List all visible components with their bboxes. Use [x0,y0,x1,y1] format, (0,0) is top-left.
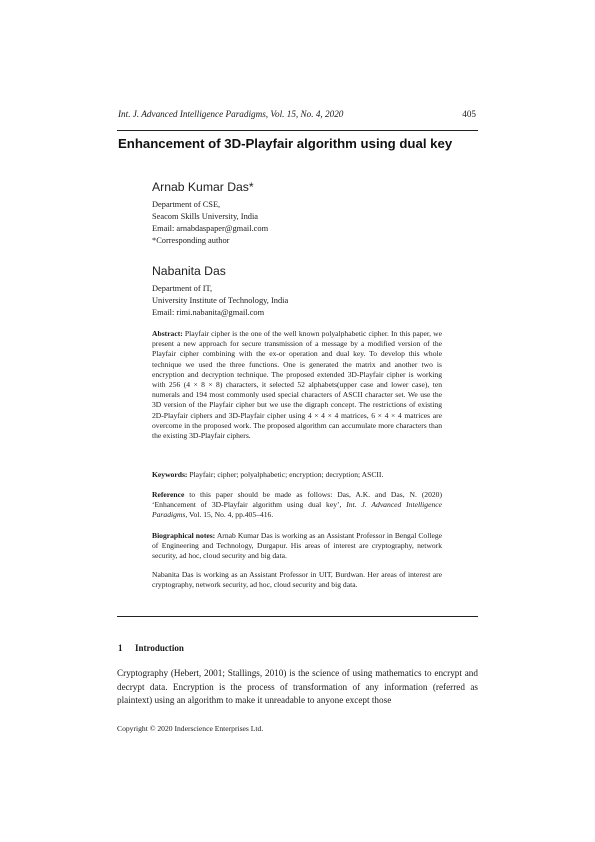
affiliation-line: Department of IT, [152,284,213,293]
author-name: Nabanita Das [152,264,226,278]
bottom-rule [117,616,478,617]
abstract-text: Playfair cipher is the one of the well known polyalphabetic cipher. In this paper, we present a new approach for secure transmission of a message by a modified version of the Playfair cipher combining with the ex-or operation and dual key. To develop this whole technique we used the three functions. One is generated the matrix and another two is encryption and decryption technique. The proposed extended 3D-Playfair cipher is working with 256 (4 × 8 × 8) characters, it selected 52 alphabets(upper case and lower case), ten numerals and 194 most commonly used special characters of ASCII character set. We use the 3D version of the Playfair cipher but we use the digraph concept. The restrictions of existing 2D-Playfair ciphers and 3D-Playfair cipher using 4 × 4 × 4 matrices, 6 × 4 × 4 matrices are overcome in the proposed work. The proposed algorithm can accumulate more characters than the existing 3D-Playfair ciphers. [152,329,442,441]
author-name: Arnab Kumar Das* [152,180,254,194]
affiliation-line: Department of CSE, [152,200,221,209]
reference-label: Reference [152,490,185,499]
bio-text: Nabanita Das is working as an Assistant Professor in UIT, Burdwan. Her areas of interest are cryptography, network security, ad hoc, cloud security and big data. [152,570,442,590]
abstract-label: Abstract: [152,329,183,338]
affiliation-line: *Corresponding author [152,236,230,245]
abstract [152,329,442,441]
section-title: Introduction [135,643,184,653]
reference-text: to this paper should be made as follows: Das, A.K. and Das, N. (2020) ‘Enhancement of 3D-Playfair algorithm using dual key’, [152,490,443,510]
paper-title: Enhancement of 3D-Playfair algorithm using dual key [118,136,453,151]
reference-note [152,490,442,521]
affiliation-line: Seacom Skills University, India [152,212,258,221]
affiliation-line: Email: arnabdaspaper@gmail.com [152,224,269,233]
biographical-notes [152,531,442,562]
affiliation-line: University Institute of Technology, India [152,296,289,305]
page-number: 405 [462,109,476,119]
bio-label: Biographical notes: [152,531,216,540]
section-number: 1 [118,643,123,653]
journal-header: Int. J. Advanced Intelligence Paradigms, Vol. 15, No. 4, 2020 [118,109,344,119]
section-heading [118,643,184,653]
copyright-footer: Copyright © 2020 Inderscience Enterprises Ltd. [117,724,264,733]
top-rule [117,130,478,131]
keywords [152,470,442,480]
biographical-notes-second [152,570,442,590]
affiliation-line: Email: rimi.nabanita@gmail.com [152,308,265,317]
reference-text-end: , Vol. 15, No. 4, pp.405–416. [185,510,274,520]
keywords-label: Keywords: [152,470,188,479]
introduction-text [117,667,478,708]
reference-journal: Int. J. Advanced Intelligence Paradigms [152,500,442,520]
bio-text: Arnab Kumar Das is working as an Assistant Professor in Bengal College of Engineering and Technology, Durgapur. His areas of interest are cryptography, network security, ad hoc, cloud security and big data. [152,531,442,561]
author-affiliation [152,283,452,319]
keywords-text: Playfair; cipher; polyalphabetic; encryption; decryption; ASCII. [189,470,384,479]
author-affiliation [152,199,452,247]
body-paragraph: Cryptography (Hebert, 2001; Stallings, 2010) is the science of using mathematics to encrypt and decrypt data. Encryption is the process of transformation of any information (referred as plaintext) using an algorithm to make it unreadable to anyone except those [117,668,478,706]
